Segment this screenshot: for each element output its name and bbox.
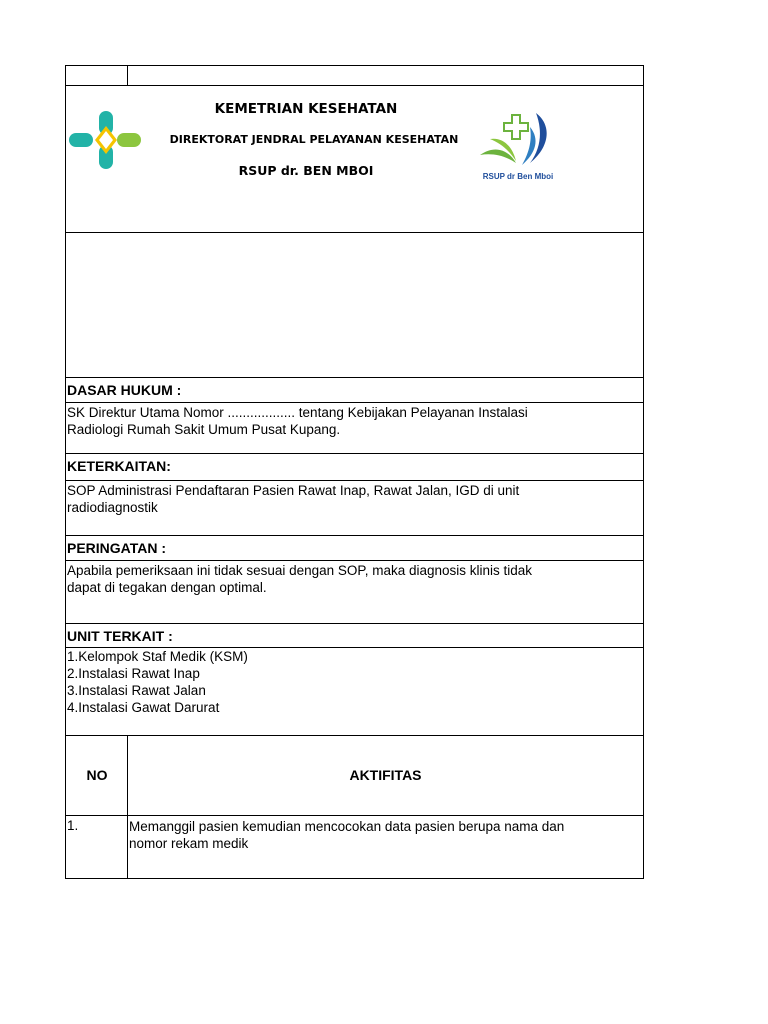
peringatan-body [65, 560, 644, 623]
activity-line: Memanggil pasien kemudian mencocokan data pasien berupa nama dan [129, 819, 565, 834]
dasar-hukum-line: Radiologi Rumah Sakit Umum Pusat Kupang. [67, 422, 341, 437]
blank-section [65, 232, 644, 377]
letterhead [65, 85, 644, 232]
keterkaitan-line: SOP Administrasi Pendaftaran Pasien Rawat Inap, Rawat Jalan, IGD di unit [67, 483, 520, 498]
peringatan-line: dapat di tegakan dengan optimal. [67, 580, 267, 595]
unit-terkait-body [65, 647, 644, 735]
activity-line: nomor rekam medik [129, 836, 249, 851]
dasar-hukum-body [65, 402, 644, 453]
keterkaitan-body [65, 480, 644, 535]
sop-form [65, 65, 644, 879]
unit-item: 3.Instalasi Rawat Jalan [67, 683, 206, 698]
unit-item: 4.Instalasi Gawat Darurat [67, 700, 220, 715]
keterkaitan-line: radiodiagnostik [67, 500, 158, 515]
unit-terkait-title: UNIT TERKAIT : [65, 623, 644, 647]
rsup-logo [478, 111, 558, 183]
dasar-hukum-line: SK Direktur Utama Nomor .................. tentang Kebijakan Pelayanan Instalasi [67, 405, 528, 420]
top-row [65, 65, 644, 85]
activity-text [129, 818, 639, 852]
directorate-name: DIREKTORAT JENDRAL PELAYANAN KESEHATAN [169, 133, 459, 146]
keterkaitan-title: KETERKAITAN: [65, 453, 644, 480]
activity-table-header [65, 735, 644, 815]
hospital-name: RSUP dr. BEN MBOI [238, 163, 374, 178]
unit-item: 2.Instalasi Rawat Inap [67, 666, 200, 681]
unit-item: 1.Kelompok Staf Medik (KSM) [67, 649, 248, 664]
ministry-name: KEMETRIAN KESEHATAN [214, 101, 398, 117]
table-row [65, 815, 644, 879]
peringatan-title: PERINGATAN : [65, 535, 644, 560]
top-left-cell [66, 66, 128, 85]
dasar-hukum-title: DASAR HUKUM : [65, 377, 644, 402]
activity-column-header: AKTIFITAS [349, 767, 422, 783]
rsup-logo-text: RSUP dr Ben Mboi [482, 172, 554, 181]
row-number: 1. [67, 818, 79, 833]
no-column-header: NO [86, 767, 108, 783]
peringatan-line: Apabila pemeriksaan ini tidak sesuai dengan SOP, maka diagnosis klinis tidak [67, 563, 533, 578]
